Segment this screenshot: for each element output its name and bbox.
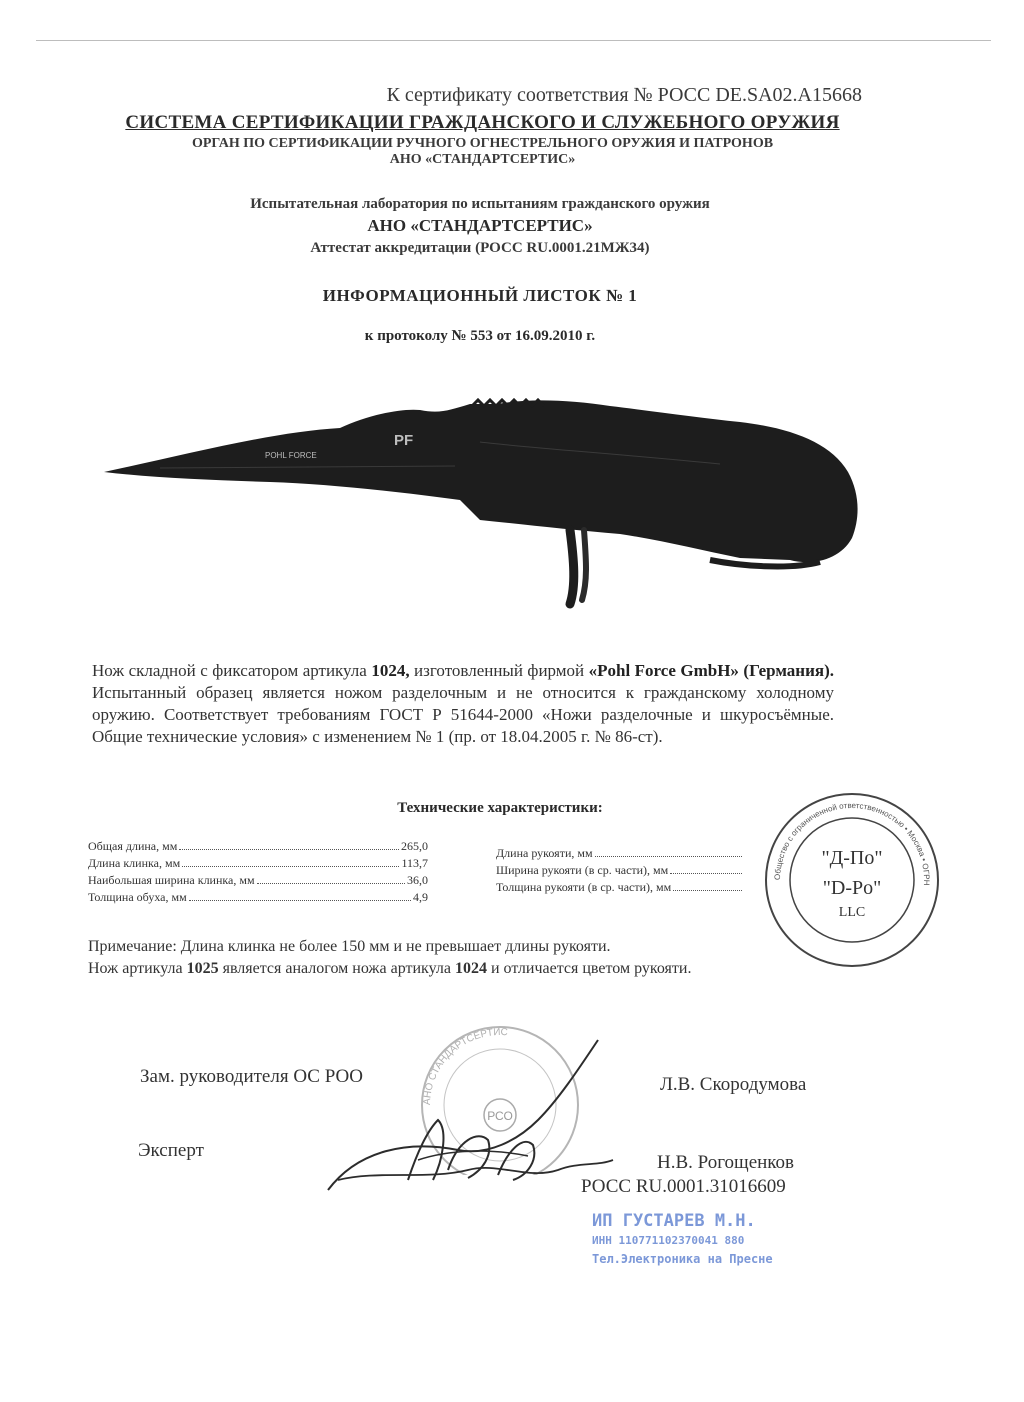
specs-title: Технические характеристики: (397, 800, 603, 816)
knife-logo: PF (394, 432, 414, 449)
expert-role: Эксперт (138, 1140, 204, 1161)
protocol-reference: к протоколу № 553 от 16.09.2010 г. (364, 328, 596, 344)
spec-row: Длина рукояти, мм (496, 845, 744, 862)
blue-stamp (592, 1212, 773, 1269)
certificate-reference: К сертификату соответствия № РОСС DE.SA02.A15668 (386, 84, 862, 106)
knife-photo (100, 390, 870, 620)
accreditation-line: Аттестат аккредитации (РОСС RU.0001.21МЖ34) (310, 240, 650, 256)
blue-stamp-line-2: ИНН 110771102370041 880 (592, 1234, 745, 1247)
blue-stamp-line-1: ИП ГУСТАРЕВ М.Н. (592, 1211, 756, 1231)
info-sheet-title: ИНФОРМАЦИОННЫЙ ЛИСТОК № 1 (322, 286, 638, 305)
deputy-name: Л.В. Скородумова (660, 1074, 807, 1095)
spec-row: Ширина рукояти (в ср. части), мм (496, 862, 744, 879)
organization-seal-center: РСО (487, 1109, 513, 1123)
top-rule (36, 40, 991, 41)
certification-body: ОРГАН ПО СЕРТИФИКАЦИИ РУЧНОГО ОГНЕСТРЕЛЬНОГО ОРУЖИЯ И ПАТРОНОВ (191, 136, 774, 151)
knife-engraving: POHL FORCE (265, 451, 317, 460)
round-seal-ring-text: Общество с ограниченной ответственностью • Москва • ОГРН (772, 800, 932, 886)
certification-body-name: АНО «СТАНДАРТСЕРТИС» (389, 152, 576, 167)
round-seal-name-en: "D-Po" (822, 877, 882, 899)
expert-registration: РОСС RU.0001.31016609 (581, 1176, 786, 1197)
spec-row: Длина клинка, мм 113,7 (88, 856, 428, 870)
deputy-role: Зам. руководителя ОС РОО (140, 1066, 363, 1087)
organization-seal-ring-text: АНО СТАНДАРТСЕРТИС (421, 1026, 509, 1106)
country: (Германия). (743, 661, 835, 680)
expert-name: Н.В. Рогощенков (657, 1152, 795, 1173)
laboratory-title: Испытательная лаборатория по испытаниям гражданского оружия (250, 196, 710, 212)
round-seal-llc: LLC (838, 905, 866, 920)
spec-row: Толщина рукояти (в ср. части), мм (496, 879, 744, 896)
spec-row: Толщина обуха, мм 4,9 (88, 890, 428, 904)
blue-stamp-line-3: Тел.Электроника на Пресне (592, 1252, 773, 1266)
spec-row: Общая длина, мм 265,0 (88, 839, 428, 853)
note-line-2: Нож артикула 1025 является аналогом ножа артикула 1024 и отличается цветом рукояти. (88, 960, 692, 977)
spec-row: Наибольшая ширина клинка, мм 36,0 (88, 873, 428, 887)
note-line-1: Примечание: Длина клинка не более 150 мм и не превышает длины рукояти. (88, 938, 611, 955)
handwritten-signature (318, 1030, 618, 1200)
description-paragraph: Нож складной с фиксатором артикула 1024, изготовленный фирмой «Pohl Force GmbH» (Германия). Испытанный образец является ножом разделочным и не относится к гражданскому холодному оружию. Соответствует требованиям ГОСТ Р 51644-2000 «Ножи разделочные и шкуросъёмные. Общие технические условия» с изменением № 1 (пр. от 18.04.2005 г. № 86-ст). (92, 661, 835, 746)
specs-right-column (496, 845, 744, 896)
laboratory-name: АНО «СТАНДАРТСЕРТИС» (367, 216, 593, 235)
specs-left-column (88, 838, 428, 906)
round-seal-name-ru: "Д-По" (821, 847, 883, 869)
article-number: 1024, (371, 661, 410, 680)
note-block (88, 936, 828, 980)
system-title: СИСТЕМА СЕРТИФИКАЦИИ ГРАЖДАНСКОГО И СЛУЖЕБНОГО ОРУЖИЯ (125, 112, 840, 133)
manufacturer: «Pohl Force GmbH» (588, 661, 739, 680)
